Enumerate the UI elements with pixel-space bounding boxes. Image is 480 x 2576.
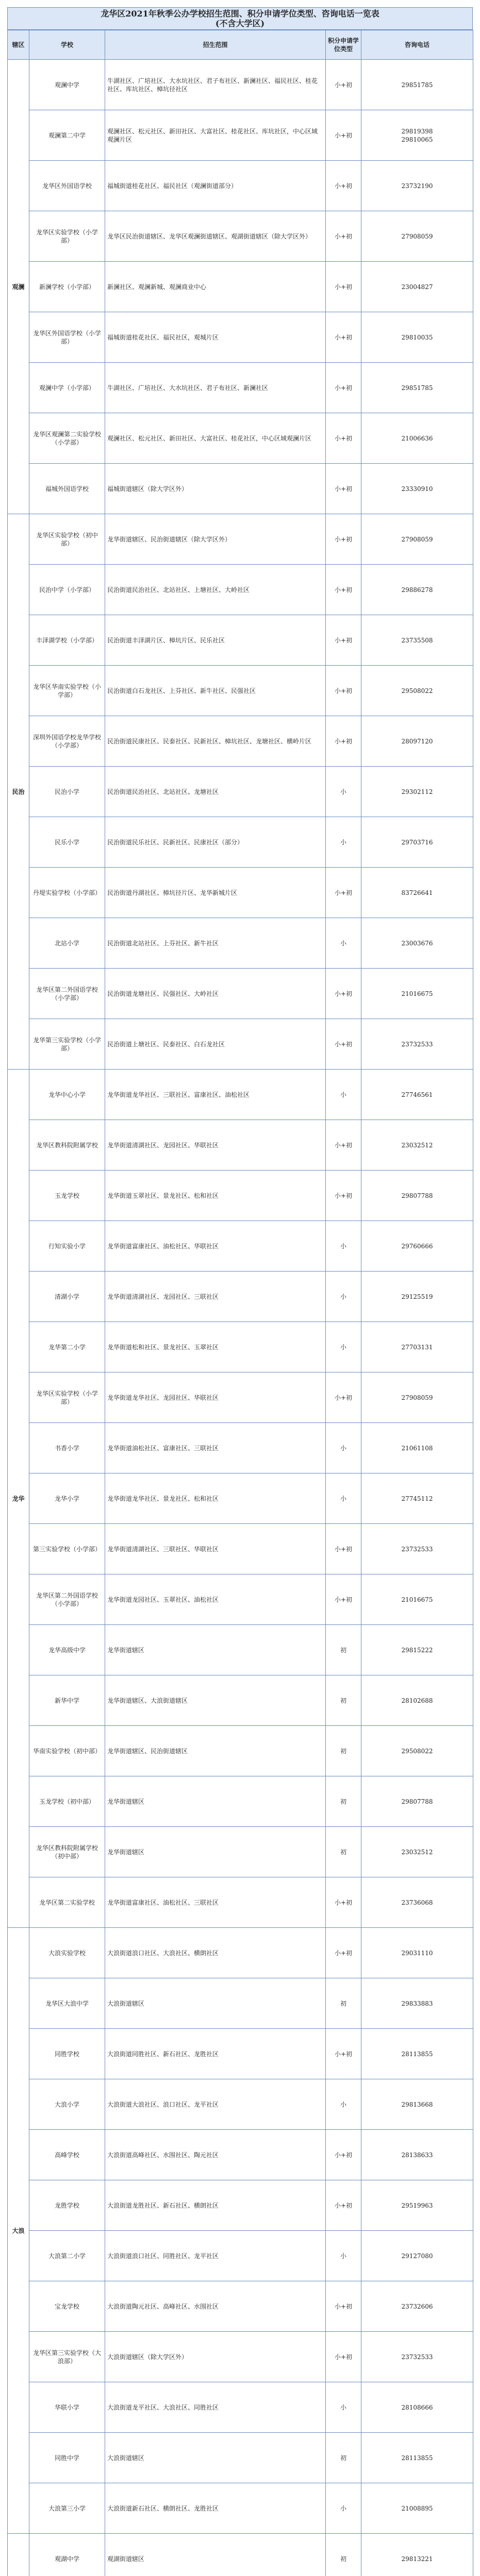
table-row [8, 2332, 473, 2382]
phone-cell: 23004827 [361, 262, 473, 312]
type-cell: 小 [326, 1221, 361, 1272]
type-cell: 小 [326, 918, 361, 969]
phone-cell: 21016675 [361, 1574, 473, 1625]
table-row [8, 110, 473, 161]
table-row [8, 1524, 473, 1574]
range-cell: 龙华街道龙华社区、龙园社区、华联社区 [105, 1372, 326, 1423]
type-cell: 小+初 [326, 2281, 361, 2332]
range-cell: 大浪街道新石社区、横朗社区、龙胜社区 [105, 2483, 326, 2534]
range-cell: 大浪街道龙平社区、大浪社区、同胜社区 [105, 2382, 326, 2433]
range-cell: 大浪街道辖区（除大学区外） [105, 2332, 326, 2382]
phone-cell: 28113855 [361, 2029, 473, 2079]
school-cell: 大浪第二小学 [29, 2231, 105, 2281]
range-cell: 民治街道民治社区、北站社区、上塘社区、大岭社区 [105, 565, 326, 615]
school-cell: 龙华区教科院附属学校 [29, 1120, 105, 1171]
phone-cell: 29815222 [361, 1625, 473, 1675]
table-row [8, 1776, 473, 1827]
title-line1: 龙华区2021年秋季公办学校招生范围、积分申请学位类型、咨询电话一览表 [101, 9, 379, 19]
type-cell: 小+初 [326, 2332, 361, 2382]
col-header-phone: 咨询电话 [361, 30, 473, 60]
school-cell: 玉龙学校（初中部） [29, 1776, 105, 1827]
table-body [8, 60, 473, 2576]
table-row [8, 2180, 473, 2231]
type-cell: 小 [326, 2382, 361, 2433]
phone-cell: 28113855 [361, 2433, 473, 2483]
range-cell: 大浪街道陶元社区、高峰社区、水围社区 [105, 2281, 326, 2332]
table-row [8, 1978, 473, 2029]
range-cell: 民治街道民乐社区、民新社区、民康社区（部分） [105, 817, 326, 868]
range-cell: 龙华街道清湖社区、龙园社区、华联社区 [105, 1120, 326, 1171]
table-row [8, 868, 473, 918]
district-cell: 观澜 [8, 60, 29, 514]
col-header-school: 学校 [29, 30, 105, 60]
school-cell: 深圳外国语学校龙华学校（小学部） [29, 716, 105, 767]
table-title [7, 7, 473, 30]
phone-cell: 28102688 [361, 1675, 473, 1726]
school-cell: 大浪实验学校 [29, 1928, 105, 1978]
table-row [8, 1625, 473, 1675]
school-cell: 龙华区观澜第二实验学校（小学部） [29, 413, 105, 464]
range-cell: 大浪街道高峰社区、水围社区、陶元社区 [105, 2130, 326, 2180]
phone-cell: 29703716 [361, 817, 473, 868]
range-cell: 民治街道龙塘社区、民强社区、大岭社区 [105, 969, 326, 1019]
table-row [8, 1928, 473, 1978]
range-cell: 龙华街道龙华社区、景龙社区、松和社区 [105, 1473, 326, 1524]
school-cell: 行知实验小学 [29, 1221, 105, 1272]
table-row [8, 2231, 473, 2281]
school-cell: 大浪小学 [29, 2079, 105, 2130]
phone-cell: 27746561 [361, 1070, 473, 1120]
phone-cell: 29807788 [361, 1171, 473, 1221]
type-cell: 小+初 [326, 565, 361, 615]
school-cell: 龙华区第二外国语学校（小学部） [29, 1574, 105, 1625]
table-row [8, 2029, 473, 2079]
range-cell: 观澜社区、松元社区、新田社区、大富社区、桂花社区、库坑社区，中心区域观澜片区 [105, 110, 326, 161]
type-cell: 小+初 [326, 1171, 361, 1221]
type-cell: 初 [326, 1776, 361, 1827]
phone-cell: 21061108 [361, 1423, 473, 1473]
table-row [8, 514, 473, 565]
table-row [8, 2079, 473, 2130]
school-cell: 龙华区大浪中学 [29, 1978, 105, 2029]
range-cell: 龙华街道辖区、民治街道辖区 [105, 1726, 326, 1776]
table-row [8, 1322, 473, 1372]
phone-cell: 23003676 [361, 918, 473, 969]
range-cell: 龙华街道辖区、大浪街道辖区 [105, 1675, 326, 1726]
school-cell: 同胜学校 [29, 2029, 105, 2079]
school-table [7, 30, 473, 2576]
table-row [8, 666, 473, 716]
school-cell: 龙华区第二实验学校 [29, 1877, 105, 1928]
table-row [8, 1272, 473, 1322]
type-cell: 小+初 [326, 1524, 361, 1574]
table-row [8, 1574, 473, 1625]
school-cell: 书香小学 [29, 1423, 105, 1473]
school-cell: 清湖小学 [29, 1272, 105, 1322]
range-cell: 福城街道桂花社区、福民社区（观澜街道部分） [105, 161, 326, 211]
type-cell: 小+初 [326, 312, 361, 363]
type-cell: 小+初 [326, 1372, 361, 1423]
phone-cell: 29508022 [361, 666, 473, 716]
type-cell: 小+初 [326, 262, 361, 312]
range-cell: 大浪街道龙胜社区、新石社区、横朗社区 [105, 2180, 326, 2231]
type-cell: 小+初 [326, 2180, 361, 2231]
phone-cell: 29810035 [361, 312, 473, 363]
table-row [8, 1070, 473, 1120]
school-cell: 龙华区教科院附属学校（初中部） [29, 1827, 105, 1877]
phone-cell: 29833883 [361, 1978, 473, 2029]
school-cell: 丰泽湖学校（小学部） [29, 615, 105, 666]
table-row [8, 767, 473, 817]
table-row [8, 615, 473, 666]
school-cell: 第三实验学校（小学部） [29, 1524, 105, 1574]
range-cell: 龙华区民治街道辖区、龙华区观澜街道辖区、观湖街道辖区（除大学区外） [105, 211, 326, 262]
table-row [8, 817, 473, 868]
district-cell [8, 2534, 29, 2576]
table-row [8, 211, 473, 262]
type-cell: 小+初 [326, 110, 361, 161]
phone-cell: 27908059 [361, 514, 473, 565]
range-cell: 龙华街道油松社区、富康社区、三联社区 [105, 1423, 326, 1473]
range-cell: 民治街道北站社区、上芬社区、新牛社区 [105, 918, 326, 969]
phone-cell: 29819398 29810065 [361, 110, 473, 161]
school-cell: 宝龙学校 [29, 2281, 105, 2332]
table-row [8, 565, 473, 615]
table-row [8, 413, 473, 464]
range-cell: 牛湖社区、广培社区、大水坑社区、君子布社区、新澜社区、福民社区、桂花社区、库坑社区、樟坑径社区 [105, 60, 326, 110]
range-cell: 大浪街道同胜社区、新石社区、龙胜社区 [105, 2029, 326, 2079]
school-cell: 龙华区第三实验学校（大浪部） [29, 2332, 105, 2382]
district-cell: 龙华 [8, 1070, 29, 1928]
col-header-range: 招生范围 [105, 30, 326, 60]
range-cell: 龙华街道辖区 [105, 1625, 326, 1675]
type-cell: 小+初 [326, 2130, 361, 2180]
range-cell: 民治街道民康社区、民泰社区、民新社区、樟坑社区、龙塘社区、横岭片区 [105, 716, 326, 767]
range-cell: 民治街道丰泽湖片区、樟坑片区、民乐社区 [105, 615, 326, 666]
phone-cell: 27908059 [361, 211, 473, 262]
table-row [8, 262, 473, 312]
table-row [8, 2534, 473, 2576]
type-cell: 小+初 [326, 1120, 361, 1171]
school-cell: 观澜中学（小学部） [29, 363, 105, 413]
range-cell: 福城街道辖区（除大学区外） [105, 464, 326, 514]
type-cell: 小+初 [326, 60, 361, 110]
phone-cell: 29031110 [361, 1928, 473, 1978]
phone-cell: 23032512 [361, 1120, 473, 1171]
phone-cell: 23732190 [361, 161, 473, 211]
table-row [8, 60, 473, 110]
type-cell: 初 [326, 1675, 361, 1726]
range-cell: 龙华街道辖区、民治街道辖区（除大学区外） [105, 514, 326, 565]
phone-cell: 83726641 [361, 868, 473, 918]
type-cell: 小+初 [326, 716, 361, 767]
phone-cell: 27703131 [361, 1322, 473, 1372]
range-cell: 龙华街道辖区 [105, 1827, 326, 1877]
type-cell: 小+初 [326, 868, 361, 918]
table-row [8, 312, 473, 363]
range-cell: 龙华街道辖区 [105, 1776, 326, 1827]
school-cell: 龙华区第二外国语学校（小学部） [29, 969, 105, 1019]
phone-cell: 29851785 [361, 60, 473, 110]
school-cell: 龙华区实验学校（小学部） [29, 211, 105, 262]
range-cell: 龙华街道清湖社区、龙园社区、三联社区 [105, 1272, 326, 1322]
type-cell: 小+初 [326, 1928, 361, 1978]
school-cell: 龙华区实验学校（初中部） [29, 514, 105, 565]
type-cell: 小+初 [326, 161, 361, 211]
type-cell: 小+初 [326, 969, 361, 1019]
table-row [8, 716, 473, 767]
school-cell: 龙华区华南实验学校（小学部） [29, 666, 105, 716]
range-cell: 大浪街道辖区 [105, 1978, 326, 2029]
table-row [8, 1827, 473, 1877]
type-cell: 初 [326, 2534, 361, 2576]
phone-cell: 29813221 [361, 2534, 473, 2576]
range-cell: 民治街道白石龙社区、上芬社区、新牛社区、民强社区 [105, 666, 326, 716]
table-row [8, 1019, 473, 1070]
type-cell: 小+初 [326, 413, 361, 464]
type-cell: 小+初 [326, 464, 361, 514]
col-header-district: 辖区 [8, 30, 29, 60]
range-cell: 龙华街道龙华社区、三联社区、富康社区、油松社区 [105, 1070, 326, 1120]
table-row [8, 2281, 473, 2332]
table-row [8, 1675, 473, 1726]
type-cell: 小+初 [326, 363, 361, 413]
type-cell: 小+初 [326, 615, 361, 666]
type-cell: 初 [326, 1726, 361, 1776]
range-cell: 民治街道丹湖社区、樟坑径片区、龙华新城片区 [105, 868, 326, 918]
school-cell: 新澜学校（小学部） [29, 262, 105, 312]
phone-cell: 23736068 [361, 1877, 473, 1928]
table-row [8, 969, 473, 1019]
phone-cell: 23032512 [361, 1827, 473, 1877]
table-row [8, 2382, 473, 2433]
school-cell: 北站小学 [29, 918, 105, 969]
phone-cell: 29813668 [361, 2079, 473, 2130]
type-cell: 小 [326, 2231, 361, 2281]
range-cell: 龙华街道松和社区、景龙社区、玉翠社区 [105, 1322, 326, 1372]
range-cell: 民治街道民治社区、北站社区、龙塘社区 [105, 767, 326, 817]
table-row [8, 1221, 473, 1272]
phone-cell: 29127080 [361, 2231, 473, 2281]
school-cell: 龙华区外国语学校 [29, 161, 105, 211]
type-cell: 小+初 [326, 2029, 361, 2079]
school-cell: 龙华区实验学校（小学部） [29, 1372, 105, 1423]
range-cell: 观澜社区、松元社区、新田社区、大富社区、桂花社区，中心区域观澜片区 [105, 413, 326, 464]
school-cell: 龙华区外国语学校（小学部） [29, 312, 105, 363]
table-row [8, 1726, 473, 1776]
school-cell: 观澜中学 [29, 60, 105, 110]
range-cell: 民治街道上塘社区、民泰社区、白石龙社区 [105, 1019, 326, 1070]
school-cell: 龙华第三实验学校（小学部） [29, 1019, 105, 1070]
school-cell: 民治小学 [29, 767, 105, 817]
phone-cell: 29125519 [361, 1272, 473, 1322]
type-cell: 小+初 [326, 666, 361, 716]
table-row [8, 2483, 473, 2534]
phone-cell: 23732533 [361, 1019, 473, 1070]
phone-cell: 28108666 [361, 2382, 473, 2433]
range-cell: 龙华街道富康社区、油松社区、华联社区 [105, 1221, 326, 1272]
range-cell: 观湖街道辖区 [105, 2534, 326, 2576]
table-row [8, 2433, 473, 2483]
table-row [8, 1171, 473, 1221]
table-row [8, 161, 473, 211]
range-cell: 大浪街道辖区 [105, 2433, 326, 2483]
school-cell: 龙华第二小学 [29, 1322, 105, 1372]
range-cell: 龙华街道玉翠社区、景龙社区、松和社区 [105, 1171, 326, 1221]
type-cell: 初 [326, 1978, 361, 2029]
school-cell: 龙华中心小学 [29, 1070, 105, 1120]
range-cell: 龙华街道龙园社区、玉翠社区、油松社区 [105, 1574, 326, 1625]
phone-cell: 27908059 [361, 1372, 473, 1423]
type-cell: 小 [326, 817, 361, 868]
school-cell: 玉龙学校 [29, 1171, 105, 1221]
phone-cell: 29807788 [361, 1776, 473, 1827]
phone-cell: 28138633 [361, 2130, 473, 2180]
type-cell: 小 [326, 1423, 361, 1473]
range-cell: 大浪街道浪口社区、大浪社区、横朗社区 [105, 1928, 326, 1978]
school-cell: 观湖中学 [29, 2534, 105, 2576]
district-cell: 民治 [8, 514, 29, 1070]
school-cell: 龙胜学校 [29, 2180, 105, 2231]
school-cell: 龙华高级中学 [29, 1625, 105, 1675]
school-cell: 民治中学（小学部） [29, 565, 105, 615]
phone-cell: 29508022 [361, 1726, 473, 1776]
range-cell: 龙华街道富康社区、油松社区、三联社区 [105, 1877, 326, 1928]
phone-cell: 29760666 [361, 1221, 473, 1272]
school-cell: 丹堤实验学校（小学部） [29, 868, 105, 918]
phone-cell: 21016675 [361, 969, 473, 1019]
type-cell: 小+初 [326, 514, 361, 565]
phone-cell: 29519963 [361, 2180, 473, 2231]
school-cell: 新华中学 [29, 1675, 105, 1726]
type-cell: 小 [326, 2079, 361, 2130]
type-cell: 小+初 [326, 1019, 361, 1070]
type-cell: 小+初 [326, 211, 361, 262]
phone-cell: 21006636 [361, 413, 473, 464]
phone-cell: 23735508 [361, 615, 473, 666]
table-row [8, 464, 473, 514]
school-cell: 华南实验学校（初中部） [29, 1726, 105, 1776]
school-cell: 民乐小学 [29, 817, 105, 868]
range-cell: 龙华街道清湖社区、三联社区、华联社区 [105, 1524, 326, 1574]
range-cell: 新澜社区、观澜新城、观澜商业中心 [105, 262, 326, 312]
phone-cell: 29302112 [361, 767, 473, 817]
title-line2: (不含大学区) [215, 19, 265, 28]
district-cell: 大浪 [8, 1928, 29, 2534]
school-cell: 同胜中学 [29, 2433, 105, 2483]
phone-cell: 29851785 [361, 363, 473, 413]
header-row [8, 30, 473, 60]
phone-cell: 29886278 [361, 565, 473, 615]
phone-cell: 23732606 [361, 2281, 473, 2332]
school-cell: 观澜第二中学 [29, 110, 105, 161]
col-header-type: 积分申请学位类型 [326, 30, 361, 60]
table-row [8, 2130, 473, 2180]
type-cell: 小 [326, 2483, 361, 2534]
table-row [8, 1473, 473, 1524]
type-cell: 初 [326, 1625, 361, 1675]
type-cell: 小 [326, 1070, 361, 1120]
school-cell: 大浪第三小学 [29, 2483, 105, 2534]
phone-cell: 23732533 [361, 2332, 473, 2382]
school-cell: 福城外国语学校 [29, 464, 105, 514]
table-row [8, 918, 473, 969]
school-cell: 龙华小学 [29, 1473, 105, 1524]
range-cell: 大浪街道大浪社区、浪口社区、龙平社区 [105, 2079, 326, 2130]
type-cell: 小 [326, 1473, 361, 1524]
range-cell: 牛湖社区、广培社区、大水坑社区、君子布社区、新澜社区 [105, 363, 326, 413]
type-cell: 初 [326, 1827, 361, 1877]
type-cell: 小 [326, 1272, 361, 1322]
phone-cell: 23732533 [361, 1524, 473, 1574]
phone-cell: 23330910 [361, 464, 473, 514]
phone-cell: 28097120 [361, 716, 473, 767]
type-cell: 初 [326, 2433, 361, 2483]
table-row [8, 1372, 473, 1423]
table-row [8, 363, 473, 413]
table-row [8, 1423, 473, 1473]
table-row [8, 1877, 473, 1928]
range-cell: 福城街道桂花社区、福民社区，观城片区 [105, 312, 326, 363]
phone-cell: 21008895 [361, 2483, 473, 2534]
range-cell: 大浪街道浪口社区、同胜社区、龙平社区 [105, 2231, 326, 2281]
type-cell: 小+初 [326, 1877, 361, 1928]
type-cell: 小+初 [326, 1574, 361, 1625]
school-cell: 高峰学校 [29, 2130, 105, 2180]
type-cell: 小 [326, 1322, 361, 1372]
school-cell: 华联小学 [29, 2382, 105, 2433]
phone-cell: 27745112 [361, 1473, 473, 1524]
table-row [8, 1120, 473, 1171]
type-cell: 小 [326, 767, 361, 817]
